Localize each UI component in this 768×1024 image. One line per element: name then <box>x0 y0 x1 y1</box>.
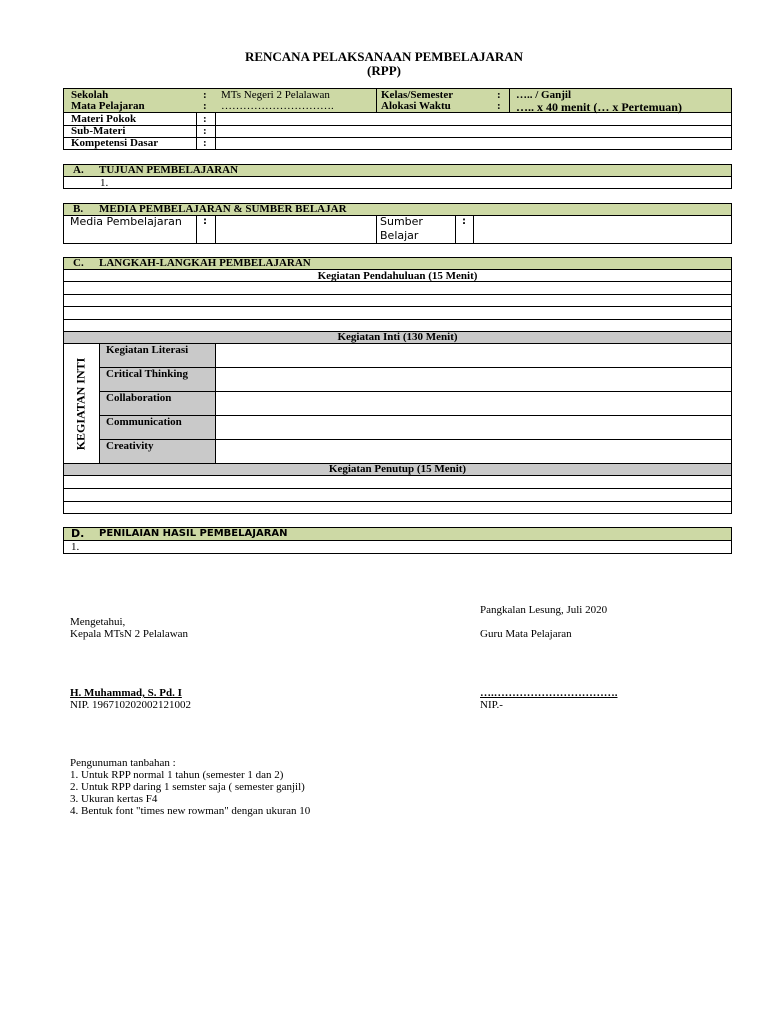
inti-row-collaboration: Collaboration <box>106 392 172 404</box>
materi-label: Materi Pokok <box>71 113 137 125</box>
section-d-row <box>63 540 732 554</box>
sekolah-value: MTs Negeri 2 Pelalawan <box>221 89 330 101</box>
inti-row-communication: Communication <box>106 416 182 428</box>
kelas-value: ….. / Ganjil <box>516 89 572 101</box>
document-subtitle: (RPP) <box>367 63 401 78</box>
notes-item: 2. Untuk RPP daring 1 semster saja ( semester ganjil) <box>70 781 305 793</box>
pendahuluan-title: Kegiatan Pendahuluan (15 Menit) <box>317 270 478 282</box>
materi-table <box>63 112 732 150</box>
sekolah-label: Sekolah <box>71 89 109 101</box>
colon: : <box>497 100 501 112</box>
kepala-name: H. Muhammad, S. Pd. I <box>70 687 182 699</box>
notes-item: 3. Ukuran kertas F4 <box>70 793 158 805</box>
colon: : <box>203 216 207 227</box>
inti-title: Kegiatan Inti (130 Menit) <box>337 331 458 343</box>
guru-title: Guru Mata Pelajaran <box>480 628 572 640</box>
mapel-value: …………………………. <box>221 100 334 112</box>
section-a-letter: A. <box>73 164 84 176</box>
inti-row-literasi: Kegiatan Literasi <box>106 344 189 356</box>
kelas-label: Kelas/Semester <box>381 89 454 101</box>
colon: : <box>497 89 501 101</box>
colon: : <box>203 125 207 137</box>
inti-vertical-label: KEGIATAN INTI <box>73 357 88 451</box>
kepala-nip: NIP. 196710202002121002 <box>70 699 192 711</box>
section-c-letter: C. <box>73 257 84 269</box>
kd-label: Kompetensi Dasar <box>71 137 159 149</box>
section-a-title: TUJUAN PEMBELAJARAN <box>99 164 239 176</box>
mapel-label: Mata Pelajaran <box>71 100 145 112</box>
colon: : <box>203 89 207 101</box>
sumber-label-1: Sumber <box>380 215 423 228</box>
section-a-row <box>63 176 732 189</box>
section-c-title: LANGKAH-LANGKAH PEMBELAJARAN <box>99 257 311 269</box>
section-a-item: 1. <box>100 177 109 189</box>
section-b-letter: B. <box>73 203 84 215</box>
colon: : <box>462 216 466 227</box>
penutup-table <box>63 475 732 514</box>
colon: : <box>203 100 207 112</box>
inti-row-creativity: Creativity <box>106 440 154 452</box>
place-date: Pangkalan Lesung, Juli 2020 <box>480 604 608 616</box>
section-d-letter: D. <box>71 527 85 540</box>
guru-name: ….……………………………. <box>480 687 618 699</box>
section-b-title: MEDIA PEMBELAJARAN & SUMBER BELAJAR <box>99 203 347 215</box>
mengetahui: Mengetahui, <box>70 616 126 628</box>
penutup-title: Kegiatan Penutup (15 Menit) <box>328 463 467 475</box>
alokasi-value: ….. x 40 menit (… x Pertemuan) <box>516 100 682 114</box>
inti-row-critical-thinking: Critical Thinking <box>106 368 189 380</box>
colon: : <box>203 137 207 149</box>
colon: : <box>203 113 207 125</box>
media-label: Media Pembelajaran <box>70 215 182 228</box>
kepala-title: Kepala MTsN 2 Pelalawan <box>70 628 189 640</box>
sumber-label-2: Belajar <box>380 229 419 242</box>
document-title: RENCANA PELAKSANAAN PEMBELAJARAN <box>244 49 524 64</box>
guru-nip: NIP.- <box>480 699 503 711</box>
submateri-label: Sub-Materi <box>71 125 126 137</box>
alokasi-label: Alokasi Waktu <box>381 100 451 112</box>
notes-item: 4. Bentuk font "times new rowman" dengan ukuran 10 <box>70 805 311 817</box>
notes-item: 1. Untuk RPP normal 1 tahun (semester 1 dan 2) <box>70 769 284 781</box>
notes-heading: Pengunuman tanbahan : <box>70 757 176 769</box>
section-d-item: 1. <box>71 541 80 553</box>
section-d-title: PENILAIAN HASIL PEMBELAJARAN <box>99 528 288 539</box>
